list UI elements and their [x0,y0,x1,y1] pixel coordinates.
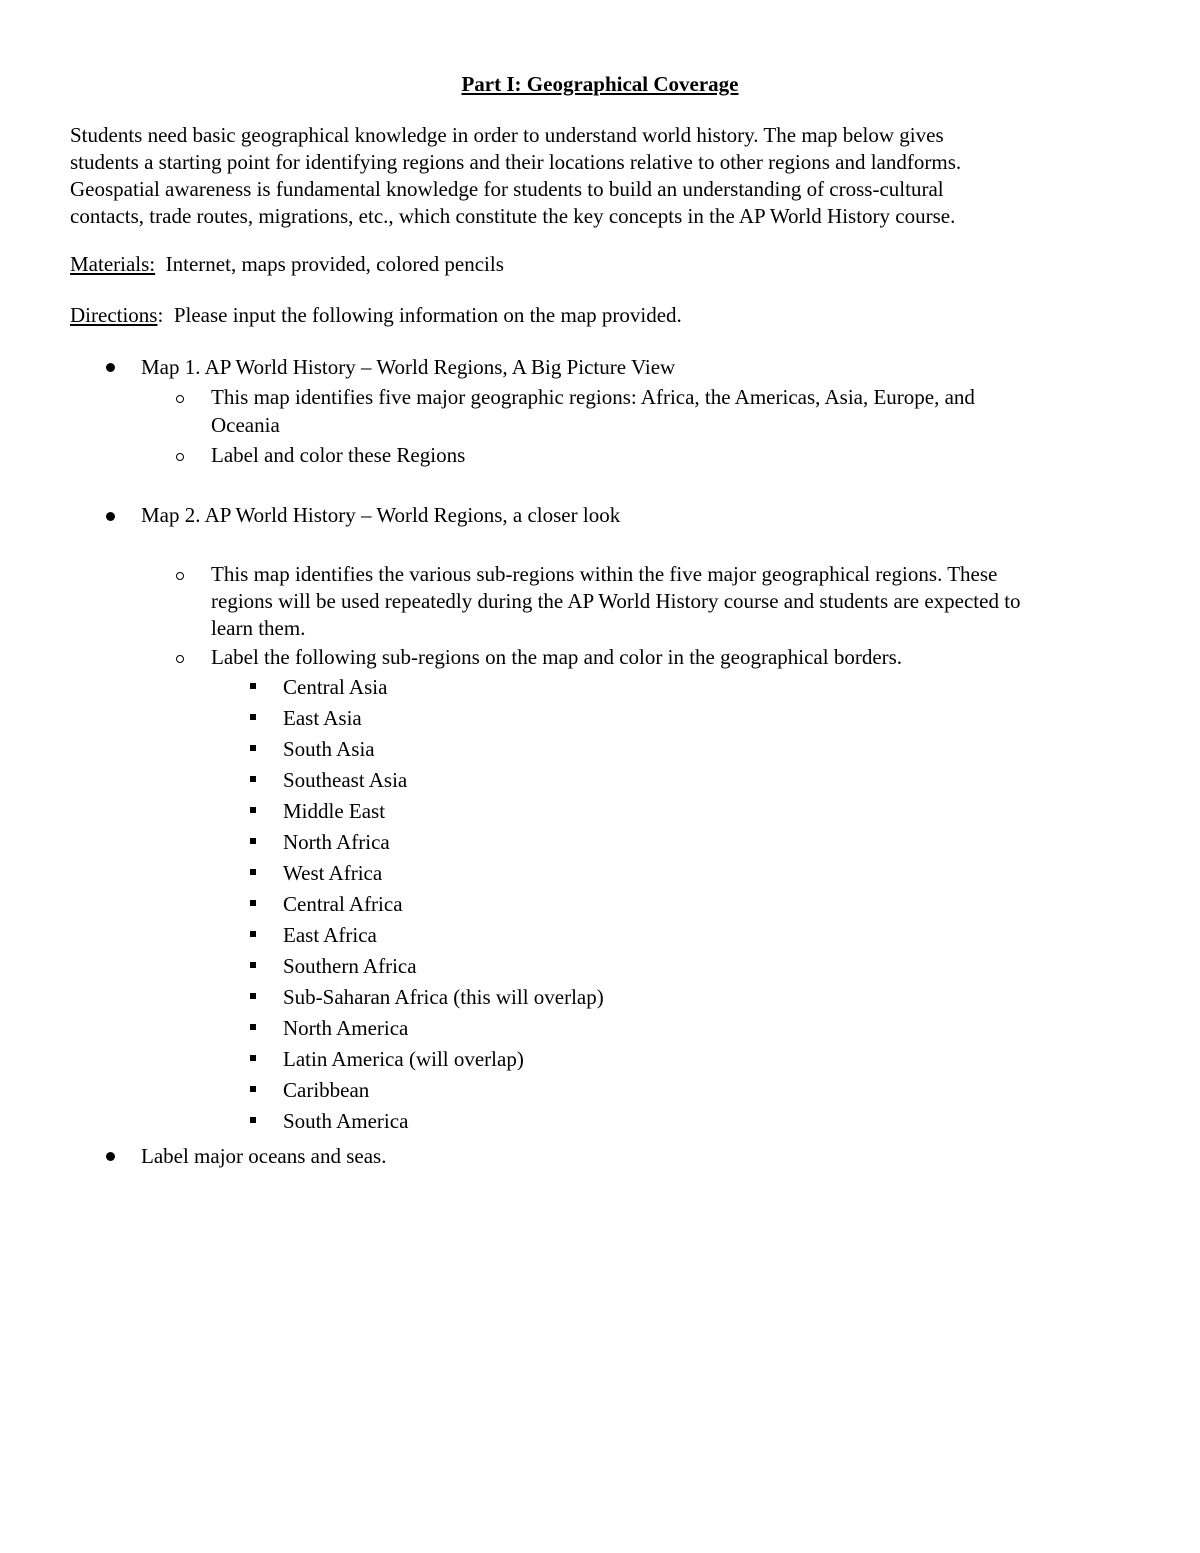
subregion-item: Caribbean [283,1078,370,1102]
bullet-square-icon [250,714,256,720]
intro-line: students a starting point for identifying regions and their locations relative to other regions and landforms. [70,150,962,174]
bullet-disc-icon [106,363,115,372]
map1-heading: Map 1. AP World History – World Regions, A Big Picture View [141,355,676,379]
directions-label: Directions [70,303,158,327]
map2-heading: Map 2. AP World History – World Regions, a closer look [141,503,621,527]
bullet-circle-icon [176,453,184,461]
materials-text: Internet, maps provided, colored pencils [155,252,504,276]
bullet-square-icon [250,1024,256,1030]
intro-line: contacts, trade routes, migrations, etc., which constitute the key concepts in the AP World History course. [70,204,956,228]
bullet-square-icon [250,776,256,782]
bullet-square-icon [250,1117,256,1123]
bullet-square-icon [250,807,256,813]
materials-label: Materials: [70,252,156,276]
bullet-square-icon [250,683,256,689]
intro-line: Students need basic geographical knowledge in order to understand world history. The map below gives [70,123,944,147]
directions-line [70,303,682,328]
subregion-item: Southern Africa [283,954,417,978]
intro-paragraph [70,122,1140,230]
final-bullet: Label major oceans and seas. [141,1144,387,1168]
intro-line: Geospatial awareness is fundamental knowledge for students to build an understanding of cross-cultural [70,177,944,201]
map2-sub2: Label the following sub-regions on the map and color in the geographical borders. [211,645,903,669]
subregion-item: Central Africa [283,892,403,916]
bullet-circle-icon [176,572,184,580]
bullet-square-icon [250,745,256,751]
map1-sub1-line1: This map identifies five major geographic regions: Africa, the Americas, Asia, Europe, and [211,385,975,409]
subregion-item: South Asia [283,737,375,761]
bullet-square-icon [250,869,256,875]
bullet-circle-icon [176,395,184,403]
map1-sub1-line2: Oceania [211,413,280,437]
subregion-item: Central Asia [283,675,388,699]
bullet-square-icon [250,1055,256,1061]
bullet-disc-icon [106,512,115,521]
subregion-item: North Africa [283,830,390,854]
subregion-item: East Africa [283,923,377,947]
map2-sub1-line1: This map identifies the various sub-regions within the five major geographical regions. These [211,562,998,586]
bullet-circle-icon [176,655,184,663]
bullet-square-icon [250,931,256,937]
bullet-square-icon [250,1086,256,1092]
bullet-square-icon [250,838,256,844]
subregion-item: South America [283,1109,409,1133]
subregion-item: Middle East [283,799,386,823]
subregion-item: Sub-Saharan Africa (this will overlap) [283,985,604,1009]
subregion-item: East Asia [283,706,362,730]
materials-line [70,252,504,277]
map2-sub1-line2: regions will be used repeatedly during the AP World History course and students are expected to [211,589,1021,613]
page-title: Part I: Geographical Coverage [461,72,739,96]
subregion-item: North America [283,1016,409,1040]
subregion-item: West Africa [283,861,383,885]
bullet-disc-icon [106,1152,115,1161]
bullet-square-icon [250,993,256,999]
bullet-square-icon [250,962,256,968]
directions-text: : Please input the following information on the map provided. [157,303,682,327]
bullet-square-icon [250,900,256,906]
map2-sub1-line3: learn them. [211,616,306,640]
subregion-item: Southeast Asia [283,768,408,792]
map1-sub2: Label and color these Regions [211,443,466,467]
subregion-item: Latin America (will overlap) [283,1047,524,1071]
